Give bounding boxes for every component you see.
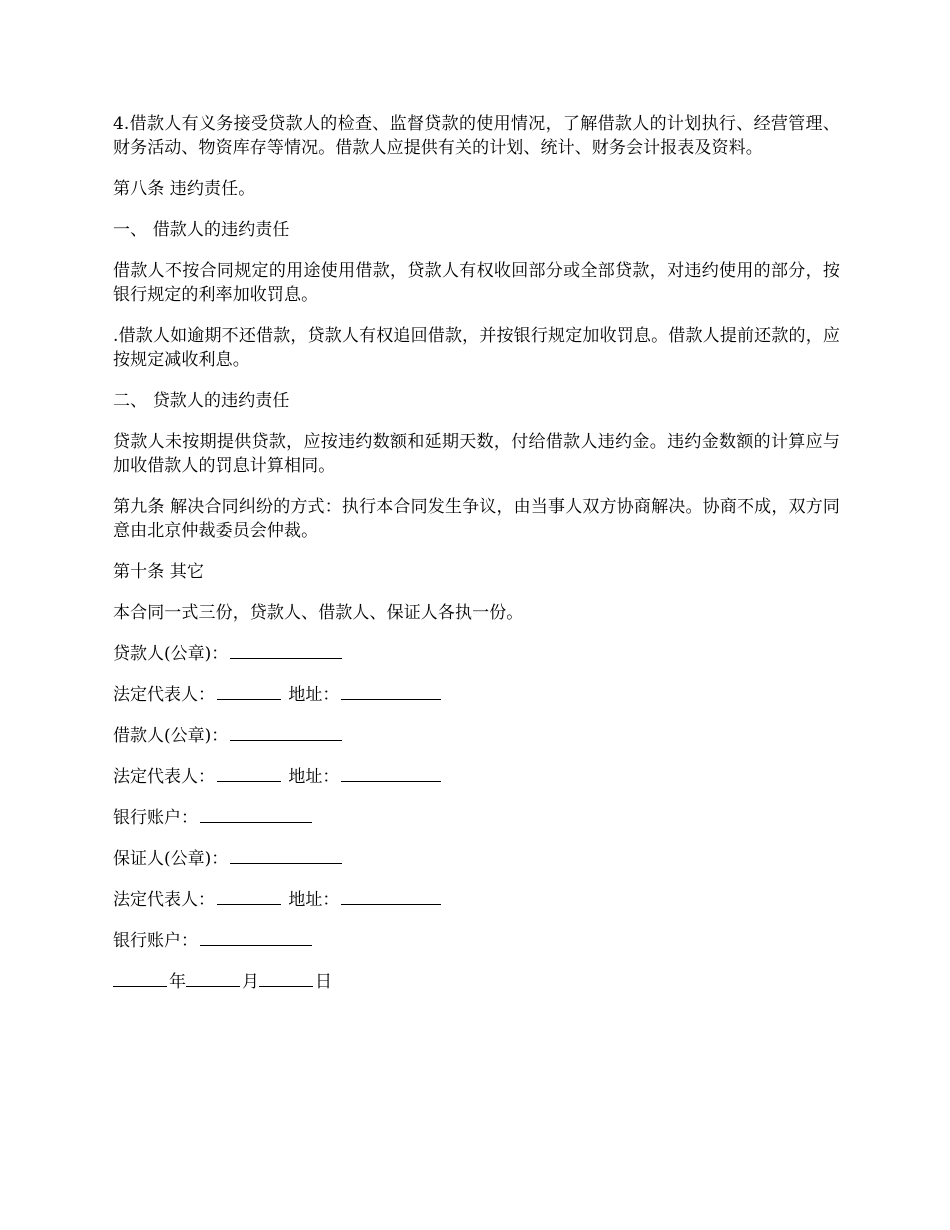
guarantor-seal-label: 保证人(公章)： [113, 849, 229, 869]
borrower-liability-heading: 一、 借款人的违约责任 [113, 220, 290, 240]
copies-clause: 本合同一式三份，贷款人、借款人、保证人各执一份。 [113, 603, 524, 623]
borrower-bank-account-label: 银行账户： [113, 808, 198, 828]
borrower-bank-line [113, 806, 840, 830]
guarantor-rep-line [113, 888, 840, 912]
guarantor-legal-rep-blank[interactable] [217, 890, 281, 905]
clause-borrower-inspection: 4.借款人有义务接受贷款人的检查、监督贷款的使用情况，了解借款人的计划执行、经营管理、财务活动、物资库存等情况。借款人应提供有关的计划、统计、财务会计报表及资料。 [113, 114, 840, 158]
guarantor-bank-line [113, 929, 840, 953]
borrower-legal-rep-blank[interactable] [217, 767, 281, 782]
lender-seal-label: 贷款人(公章)： [113, 644, 229, 664]
document-body [113, 112, 840, 1011]
guarantor-bank-account-label: 银行账户： [113, 931, 198, 951]
article-eight-heading: 第八条 违约责任。 [113, 179, 256, 199]
clause-lender-delay: 贷款人未按期提供贷款，应按违约数额和延期天数，付给借款人违约金。违约金数额的计算应与加收借款人的罚息计算相同。 [113, 432, 840, 476]
clause-misuse-of-loan: 借款人不按合同规定的用途使用借款，贷款人有权收回部分或全部贷款，对违约使用的部分，按银行规定的利率加收罚息。 [113, 261, 840, 305]
borrower-seal-line [113, 724, 840, 748]
month-label: 月 [242, 972, 259, 992]
year-blank[interactable] [113, 972, 167, 987]
article-nine-dispute: 第九条 解决合同纠纷的方式：执行本合同发生争议，由当事人双方协商解决。协商不成，双方同意由北京仲裁委员会仲裁。 [113, 497, 840, 541]
year-label: 年 [169, 972, 186, 992]
lender-seal-blank[interactable] [230, 644, 342, 659]
borrower-bank-account-blank[interactable] [200, 808, 312, 823]
article-ten-heading: 第十条 其它 [113, 562, 205, 582]
lender-liability-heading: 二、 贷款人的违约责任 [113, 391, 290, 411]
guarantor-seal-blank[interactable] [230, 849, 342, 864]
month-blank[interactable] [186, 972, 240, 987]
guarantor-legal-rep-label: 法定代表人： [113, 890, 215, 910]
borrower-seal-blank[interactable] [230, 726, 342, 741]
guarantor-seal-line [113, 847, 840, 871]
day-label: 日 [315, 972, 332, 992]
lender-seal-line [113, 642, 840, 666]
borrower-seal-label: 借款人(公章)： [113, 726, 229, 746]
borrower-address-label: 地址： [288, 767, 340, 787]
lender-legal-rep-blank[interactable] [217, 685, 281, 700]
day-blank[interactable] [259, 972, 313, 987]
lender-address-blank[interactable] [341, 685, 441, 700]
guarantor-address-blank[interactable] [341, 890, 441, 905]
guarantor-address-label: 地址： [288, 890, 340, 910]
lender-legal-rep-label: 法定代表人： [113, 685, 215, 705]
borrower-address-blank[interactable] [341, 767, 441, 782]
date-line [113, 970, 840, 994]
lender-address-label: 地址： [288, 685, 340, 705]
clause-overdue-repayment: .借款人如逾期不还借款，贷款人有权追回借款，并按银行规定加收罚息。借款人提前还款的，应按规定减收利息。 [113, 326, 840, 370]
lender-rep-line [113, 683, 840, 707]
borrower-legal-rep-label: 法定代表人： [113, 767, 215, 787]
borrower-rep-line [113, 765, 840, 789]
guarantor-bank-account-blank[interactable] [200, 931, 312, 946]
